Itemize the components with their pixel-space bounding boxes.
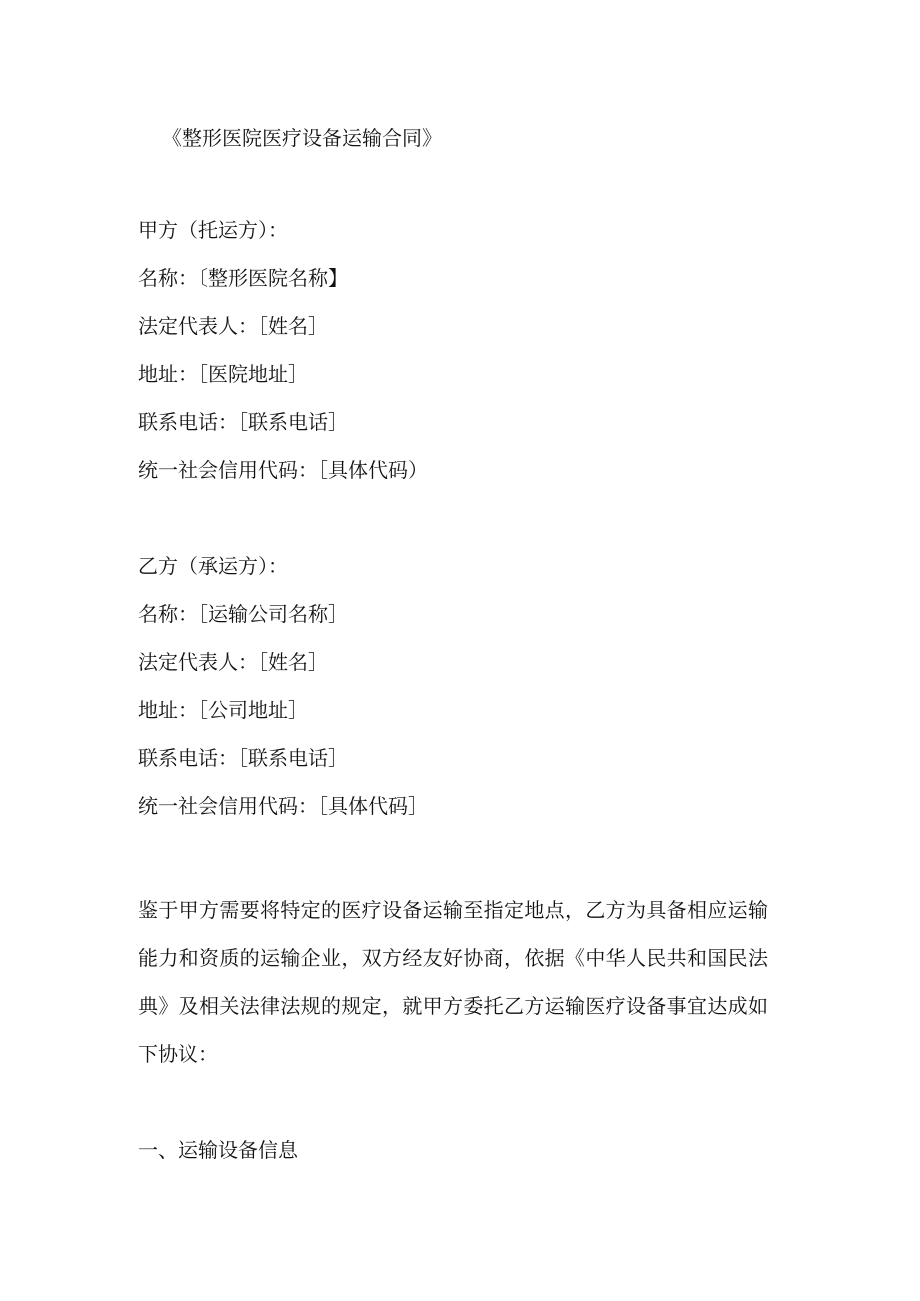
party-a-name: 名称：〔整形医院名称】 (138, 266, 348, 290)
party-a-legal-rep: 法定代表人：［姓名］ (138, 314, 328, 338)
party-a-credit-code: 统一社会信用代码：［具体代码） (138, 458, 428, 482)
preamble-paragraph: 鉴于甲方需要将特定的医疗设备运输至指定地点，乙方为具备相应运输能力和资质的运输企业，双方经友好协商，依据《中华人民共和国民法典》及相关法律法规的规定，就甲方委托乙方运输医疗设备事宜达成如下协议： (138, 898, 768, 1066)
document-title: 《整形医院医疗设备运输合同》 (162, 126, 442, 150)
party-a-phone: 联系电话：［联系电话］ (138, 410, 348, 434)
party-b-legal-rep: 法定代表人：［姓名］ (138, 650, 328, 674)
party-b-name: 名称：［运输公司名称］ (138, 602, 348, 626)
party-b-phone: 联系电话：［联系电话］ (138, 746, 348, 770)
section-1-heading: 一、运输设备信息 (138, 1138, 298, 1162)
party-b-address: 地址：［公司地址］ (138, 698, 308, 722)
party-a-address: 地址：［医院地址］ (138, 362, 308, 386)
party-b-credit-code: 统一社会信用代码：［具体代码］ (138, 794, 428, 818)
party-a-heading: 甲方（托运方）： (138, 218, 288, 242)
party-b-heading: 乙方（承运方）： (138, 554, 288, 578)
